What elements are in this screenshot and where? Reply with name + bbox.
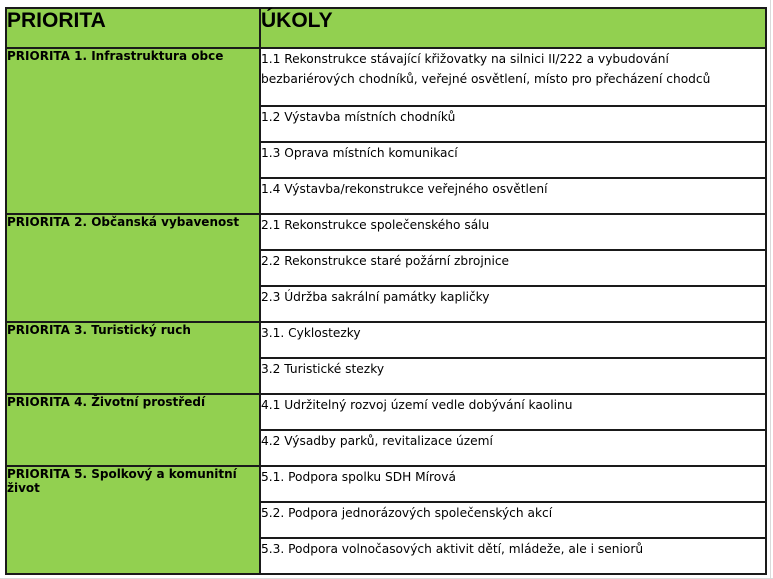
priority-cell[interactable]: PRIORITA 1. Infrastruktura obce: [6, 48, 260, 214]
gridline: [770, 0, 771, 578]
task-cell[interactable]: 2.2 Rekonstrukce staré požární zbrojnice: [260, 250, 766, 286]
priority-cell[interactable]: PRIORITA 2. Občanská vybavenost: [6, 214, 260, 322]
table-row: [6, 48, 766, 106]
task-cell[interactable]: 4.1 Udržitelný rozvoj území vedle dobývání kaolinu: [260, 394, 766, 430]
table-row: [6, 214, 766, 250]
task-cell[interactable]: 3.2 Turistické stezky: [260, 358, 766, 394]
priority-cell[interactable]: PRIORITA 4. Životní prostředí: [6, 394, 260, 466]
table-row: [6, 466, 766, 502]
priority-table: [5, 7, 767, 575]
task-cell[interactable]: 1.3 Oprava místních komunikací: [260, 142, 766, 178]
header-tasks[interactable]: ÚKOLY: [260, 8, 766, 48]
task-cell[interactable]: 4.2 Výsadby parků, revitalizace území: [260, 430, 766, 466]
task-cell[interactable]: 2.3 Údržba sakrální památky kapličky: [260, 286, 766, 322]
table-row: [6, 322, 766, 358]
task-cell[interactable]: 5.1. Podpora spolku SDH Mírová: [260, 466, 766, 502]
task-cell[interactable]: 3.1. Cyklostezky: [260, 322, 766, 358]
table-row: [6, 394, 766, 430]
priority-cell[interactable]: PRIORITA 5. Spolkový a komunitní život: [6, 466, 260, 574]
header-priority[interactable]: PRIORITA: [6, 8, 260, 48]
header-row: [6, 8, 766, 48]
priority-cell[interactable]: PRIORITA 3. Turistický ruch: [6, 322, 260, 394]
task-cell[interactable]: 5.2. Podpora jednorázových společenských akcí: [260, 502, 766, 538]
task-cell[interactable]: 1.1 Rekonstrukce stávající křižovatky na silnici II/222 a vybudování bezbariérových chodníků, veřejné osvětlení, místo pro přecházení chodců: [260, 48, 766, 106]
task-cell[interactable]: 2.1 Rekonstrukce společenského sálu: [260, 214, 766, 250]
task-cell[interactable]: 5.3. Podpora volnočasových aktivit dětí, mládeže, ale i seniorů: [260, 538, 766, 574]
task-cell[interactable]: 1.4 Výstavba/rekonstrukce veřejného osvětlení: [260, 178, 766, 214]
task-cell[interactable]: 1.2 Výstavba místních chodníků: [260, 106, 766, 142]
